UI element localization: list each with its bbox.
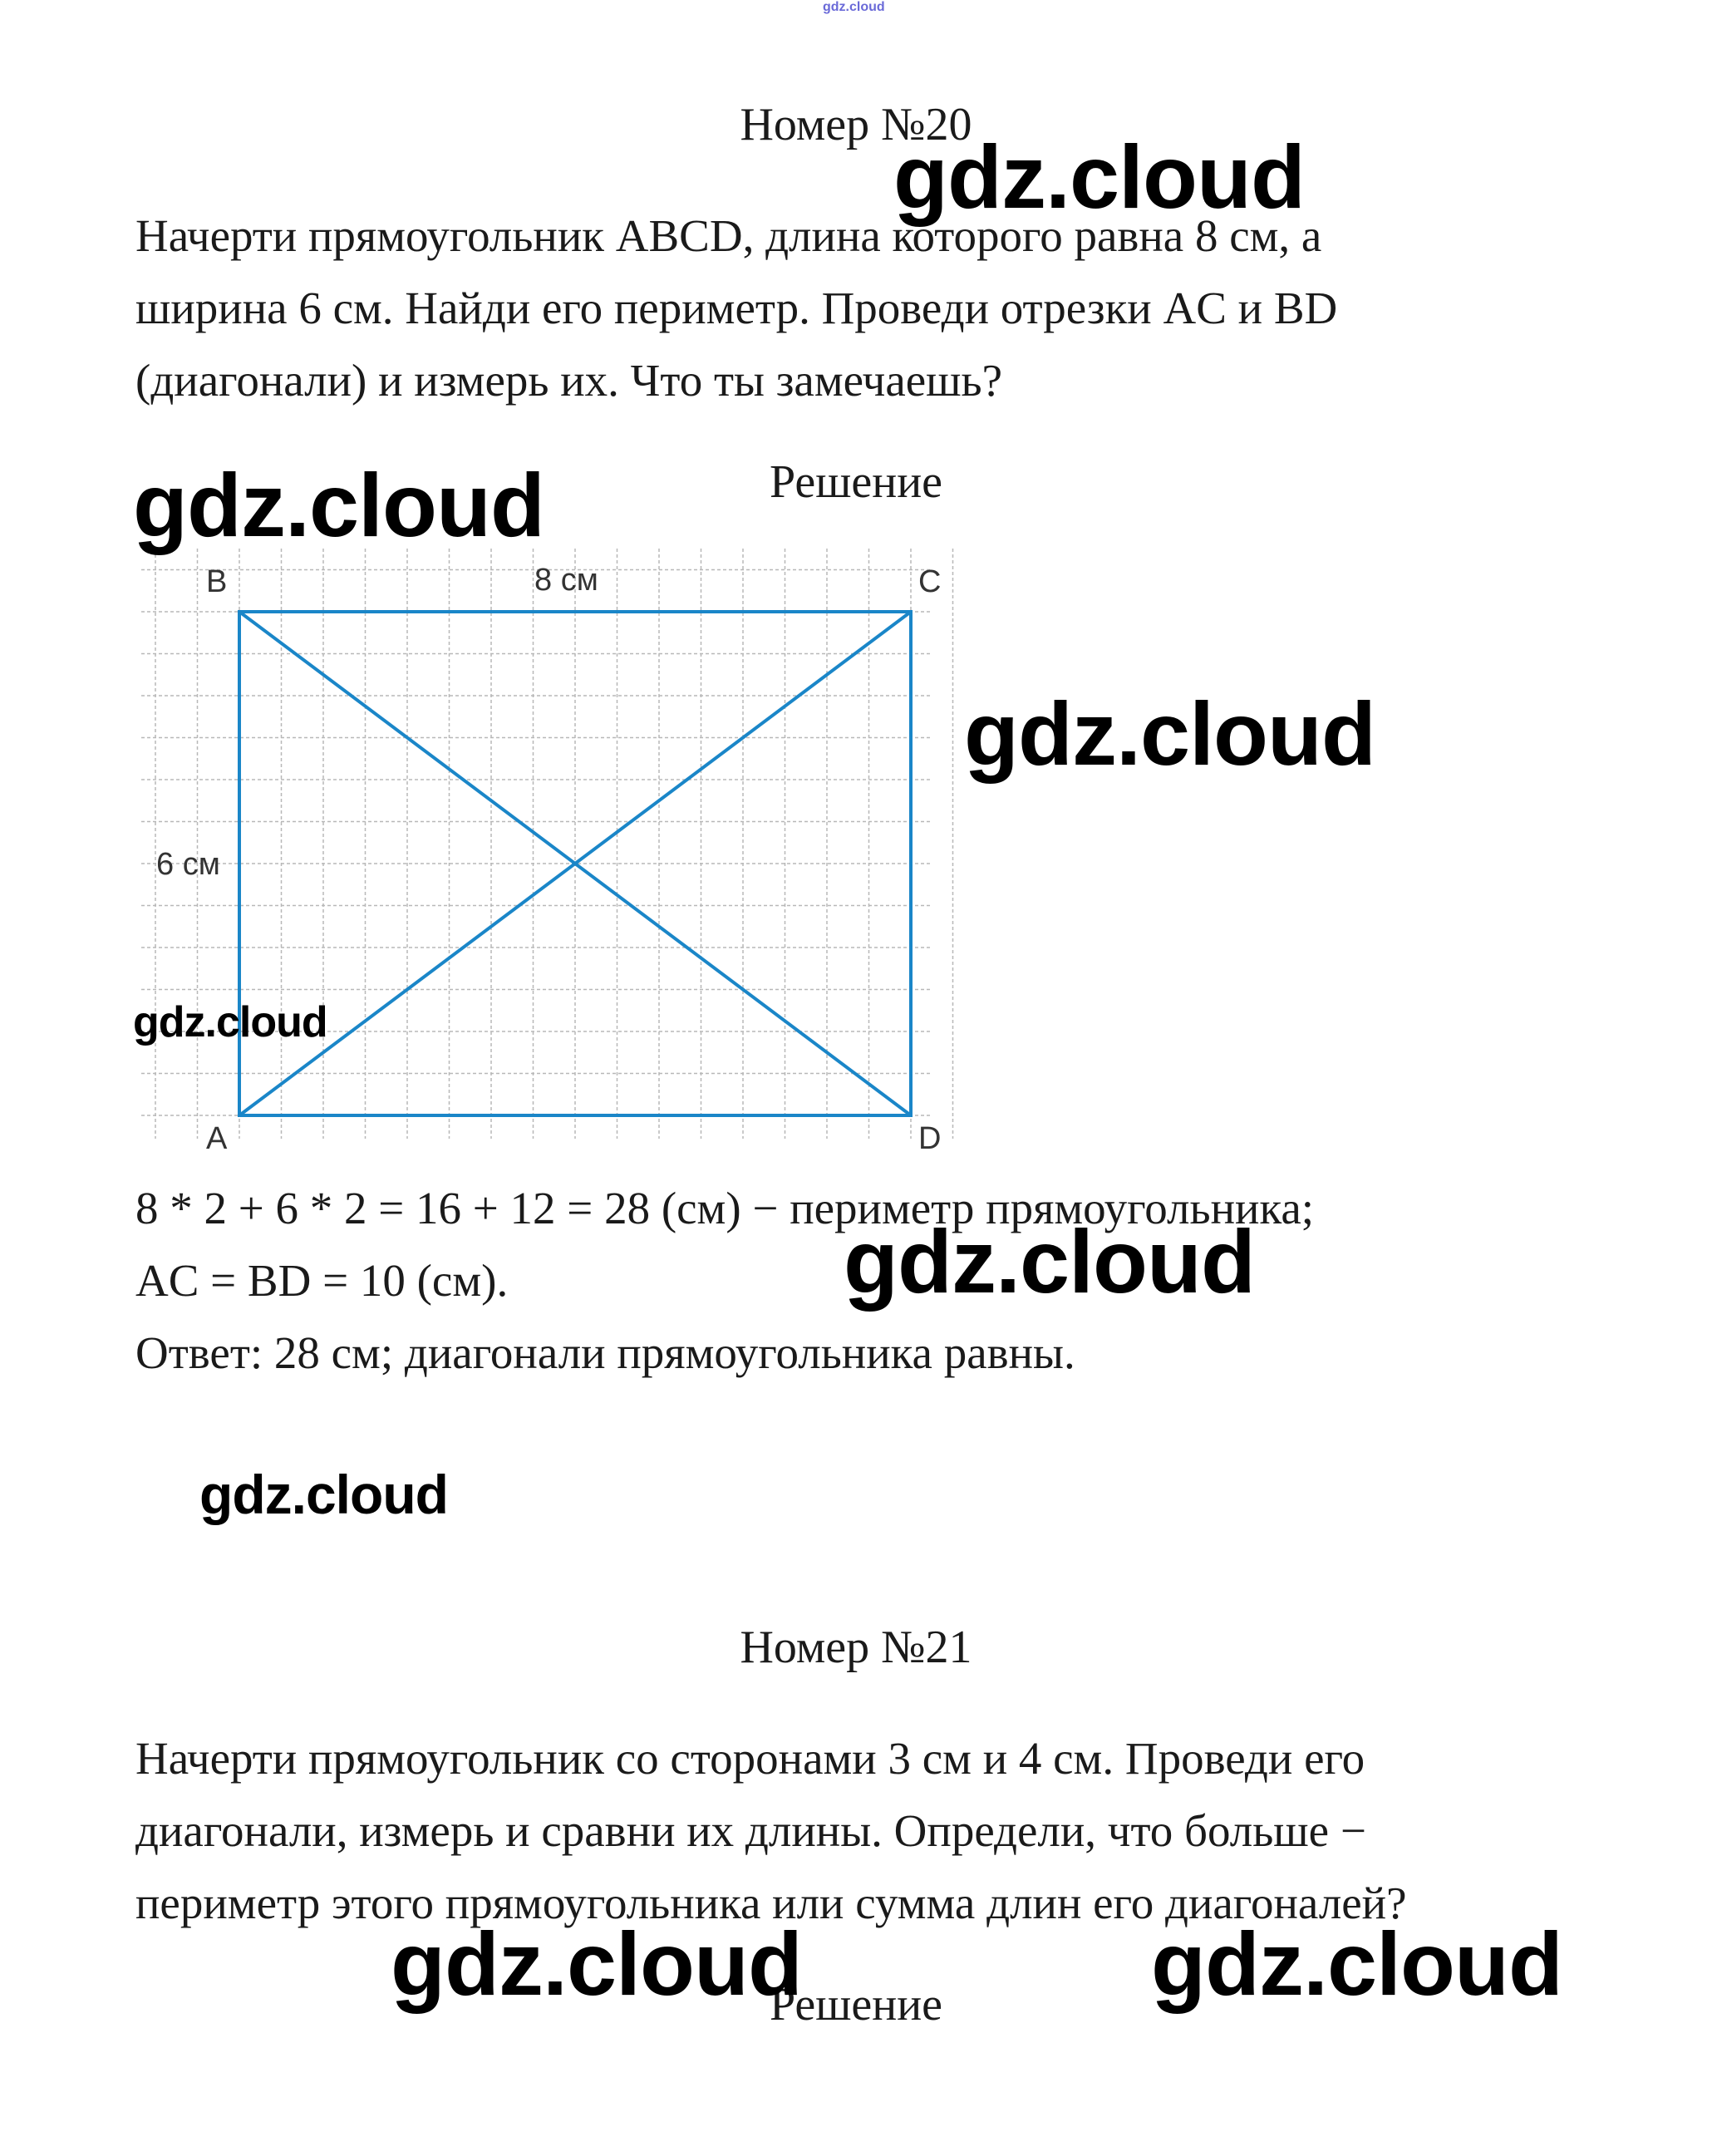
problem-21-text-line: Начерти прямоугольник со сторонами 3 см и 4 см. Проведи его — [135, 1733, 1365, 1784]
site-mark: gdz.cloud — [823, 0, 885, 14]
problem-20-text — [135, 199, 1548, 416]
vertex-label-a: A — [206, 1121, 228, 1156]
watermark: gdz.cloud — [893, 126, 1305, 227]
width-label: 6 см — [156, 847, 220, 882]
solution-line: Ответ: 28 см; диагонали прямоугольника равны. — [135, 1327, 1075, 1378]
watermark: gdz.cloud — [844, 1211, 1255, 1312]
problem-21-solution-heading: Решение — [769, 1979, 943, 2030]
problem-20-solution-heading: Решение — [769, 456, 943, 508]
problem-21-text-line: периметр этого прямоугольника или сумма длин его диагоналей? — [135, 1878, 1407, 1928]
vertex-label-c: C — [918, 564, 942, 599]
rectangle-figure — [141, 549, 964, 1164]
vertex-label-d: D — [918, 1121, 942, 1156]
solution-line: AC = BD = 10 (см). — [135, 1255, 509, 1306]
problem-21-heading: Номер №21 — [740, 1622, 972, 1673]
problem-20-solution — [135, 1172, 1548, 1389]
problem-21-text — [135, 1722, 1548, 1939]
length-label: 8 см — [534, 563, 598, 598]
vertex-label-b: B — [206, 564, 228, 599]
watermark: gdz.cloud — [391, 1913, 802, 2014]
solution-line: 8 * 2 + 6 * 2 = 16 + 12 = 28 (см) − периметр прямоугольника; — [135, 1183, 1315, 1233]
problem-20-text-line: (диагонали) и измерь их. Что ты замечаешь? — [135, 355, 1003, 406]
problem-20-text-line: Начерти прямоугольник ABCD, длина которого равна 8 см, а — [135, 210, 1322, 261]
watermark: gdz.cloud — [1151, 1913, 1562, 2014]
watermark: gdz.cloud — [964, 683, 1375, 784]
watermark: gdz.cloud — [199, 1464, 448, 1525]
problem-20-heading: Номер №20 — [740, 99, 972, 150]
watermark: gdz.cloud — [133, 998, 327, 1046]
problem-21-text-line: диагонали, измерь и сравни их длины. Определи, что больше − — [135, 1805, 1366, 1856]
watermark: gdz.cloud — [133, 455, 544, 555]
problem-20-text-line: ширина 6 см. Найди его периметр. Проведи отрезки AC и BD — [135, 283, 1338, 333]
